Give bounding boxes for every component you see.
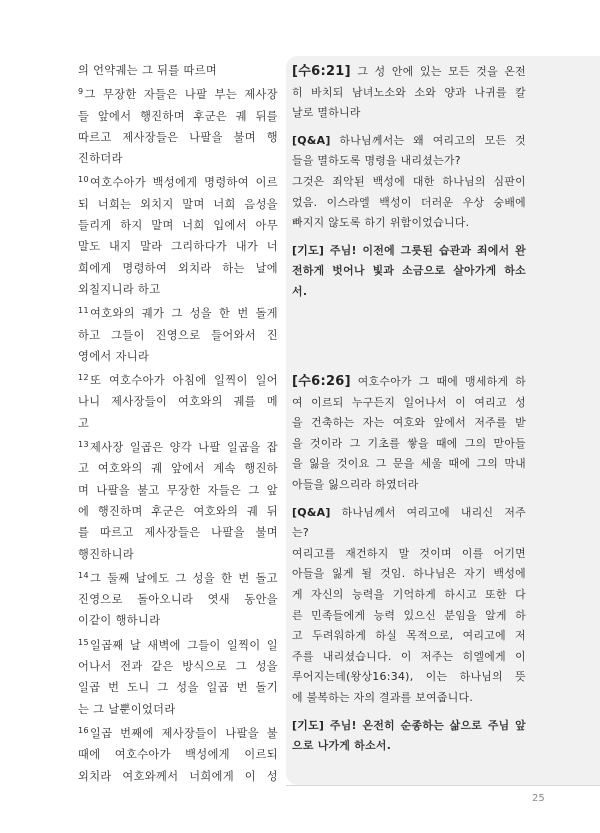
quote-line: 아들을 잃으리라 하였더라: [292, 477, 419, 491]
qa-answer-line: 그것은 죄악된 백성에 대한 하나님의 심판이: [292, 174, 526, 188]
prayer-label: [기도]: [292, 243, 325, 257]
quote-line: 을 것이라 그 기초를 쌓을 때에 그의 맏아들: [292, 436, 526, 450]
verse-line: 일곱 번 도니 그 성을 일곱 번 돌기: [78, 681, 278, 695]
verse-line: 들리게 하지 말며 너희 입에서 아무: [78, 219, 278, 233]
verse-quote: [292, 372, 526, 496]
footer-divider: [286, 785, 600, 786]
verse-line: 어나서 전과 같은 방식으로 그 성을: [78, 660, 278, 674]
verse-16: [78, 720, 278, 787]
commentary-6-26: [292, 372, 526, 764]
verse-reference: [수6:21]: [292, 64, 351, 79]
verse-line: 진하더라: [78, 152, 123, 166]
quote-line: 그 성 안에 있는 모든 것을 온전: [350, 65, 526, 78]
qa-answer-line: 었음. 이스라엘 백성이 더러운 우상 숭배에: [292, 195, 526, 209]
verse-line: 그 무장한 자들은 나팔 부는 제사장: [84, 88, 278, 102]
qa-answer-line: 아들을 잃게 될 것임. 하나님은 자기 백성에: [292, 567, 526, 581]
verse-number: 13: [78, 440, 89, 450]
prayer-line: 으로 나가게 하소서.: [292, 739, 392, 753]
qa-answer-line: 에 불복하는 자의 결과를 보여줍니다.: [292, 690, 474, 704]
verse-line: 일곱 번째에 제사장들이 나팔을 불: [89, 726, 278, 740]
prayer-line: 주님! 온전히 순종하는 삶으로 주님 앞: [324, 718, 526, 732]
verse-10: [78, 169, 278, 300]
qa-label: [Q&A]: [292, 133, 331, 147]
verse-line: 되 너희는 외치지 말며 너희 음성을: [78, 197, 278, 211]
quote-line: 여 이르되 누구든지 일어나서 이 여리고 성: [292, 395, 526, 409]
qa-section: [292, 503, 526, 709]
quote-line: 여호수아가 그 때에 맹세하게 하: [350, 375, 526, 388]
verse-line: 고: [78, 416, 90, 430]
verse-line: 에 행진하며 후군은 여호와의 궤 뒤: [78, 504, 278, 518]
prayer-section: [292, 716, 526, 757]
qa-question-line: 들을 멸하도록 명령을 내리셨는가?: [292, 154, 461, 168]
verse-line: 나니 제사장들이 여호와의 궤를 메: [78, 395, 278, 409]
prayer-section: [292, 241, 526, 303]
verse-line: 말도 내지 말라 그리하다가 내가 너: [78, 240, 278, 254]
verse-8-tail: [78, 60, 278, 81]
qa-answer-line: 주를 내리셨습니다. 이 저주는 히엘에게 이: [292, 649, 526, 663]
verse-11: [78, 300, 278, 367]
verse-number: 12: [78, 373, 89, 383]
verse-number: 9: [78, 87, 84, 97]
qa-question-line: 는?: [292, 526, 309, 540]
verse-line: 고 여호와의 궤 앞에서 계속 행진하: [78, 462, 278, 476]
quote-line: 을 건축하는 자는 여호와 앞에서 저주를 받: [292, 416, 526, 430]
verse-line: 이같이 행하니라: [78, 614, 161, 628]
qa-answer-line: 게 자신의 능력을 기억하게 하시고 또한 다: [292, 587, 526, 601]
verse-line: 희에게 명령하여 외치라 하는 날에: [78, 261, 278, 275]
verse-line: 그 둘째 날에도 그 성을 한 번 돌고: [89, 571, 278, 585]
qa-answer-line: 른 민족들에게 능력 있으신 분임을 알게 하: [292, 608, 526, 622]
qa-question-line: 하나님께서 여리고에 내리신 저주: [330, 505, 526, 519]
verse-number: 14: [78, 570, 89, 580]
verse-line: 여호수아가 백성에게 명령하여 이르: [89, 176, 278, 190]
commentary-6-21: [292, 62, 526, 310]
verse-line: 때에 여호수아가 백성에게 이르되: [78, 748, 278, 762]
verse-line: 외칠지니라 하고: [78, 282, 161, 296]
verse-line: 일곱째 날 새벽에 그들이 일찍이 일: [89, 638, 278, 652]
qa-label: [Q&A]: [292, 505, 331, 519]
verse-line: 하고 그들이 진영으로 들어와서 진: [78, 328, 278, 342]
verse-line: 행진하니라: [78, 547, 135, 561]
qa-answer-line: 빠지지 않도록 하기 위함이었습니다.: [292, 216, 470, 230]
qa-answer-line: 루어지는데(왕상16:34), 이는 하나님의 뜻: [292, 670, 526, 684]
verse-line: 제사장 일곱은 양각 나팔 일곱을 잡: [89, 441, 278, 455]
verse-line: 를 따르고 제사장들은 나팔을 불며: [78, 526, 278, 540]
verse-9: [78, 81, 278, 169]
verse-number: 16: [78, 725, 89, 735]
verse-15: [78, 632, 278, 720]
verse-line: 외치라 여호와께서 너희에게 이 성: [78, 769, 278, 783]
prayer-label: [기도]: [292, 718, 325, 732]
verse-line: 영에서 자니라: [78, 349, 150, 363]
verse-line: 또 여호수아가 아침에 일찍이 일어: [89, 374, 278, 388]
prayer-line: 전하게 벗어나 빛과 소금으로 살아가게 하소: [292, 264, 526, 278]
prayer-line: 주님! 이전에 그릇된 습관과 죄에서 완: [324, 243, 526, 257]
qa-answer-line: 여리고를 재건하지 말 것이며 이를 어기면: [292, 546, 526, 560]
scripture-column: [78, 60, 278, 787]
quote-line: 날로 멸하니라: [292, 106, 361, 120]
verse-line: 는 그 날뿐이었더라: [78, 702, 176, 716]
verse-line: 의 언약궤는 그 뒤를 따르며: [78, 64, 218, 77]
verse-number: 15: [78, 637, 89, 647]
page-number: 25: [532, 793, 545, 804]
qa-answer-line: 고 두려워하게 하실 목적으로, 여리고에 저: [292, 629, 526, 643]
verse-13: [78, 434, 278, 565]
prayer-line: 서.: [292, 284, 308, 298]
qa-section: [292, 131, 526, 234]
verse-line: 여호와의 궤가 그 성을 한 번 돌게: [89, 307, 278, 321]
quote-line: 을 잃을 것이요 그 문을 세울 때에 그의 막내: [292, 457, 526, 471]
verse-number: 11: [78, 306, 89, 316]
verse-12: [78, 367, 278, 434]
verse-line: 들 앞에서 행진하며 후군은 궤 뒤를: [78, 109, 278, 123]
verse-14: [78, 565, 278, 632]
verse-line: 따르고 제사장들은 나팔을 불며 행: [78, 130, 278, 144]
verse-number: 10: [78, 175, 89, 185]
verse-quote: [292, 62, 526, 124]
verse-line: 며 나팔을 불고 무장한 자들은 그 앞: [78, 483, 278, 497]
verse-line: 진영으로 돌아오니라 엿새 동안을: [78, 593, 278, 607]
qa-question-line: 하나님께서는 왜 여리고의 모든 것: [330, 133, 526, 147]
verse-reference: [수6:26]: [292, 374, 351, 389]
quote-line: 히 바치되 남녀노소와 소와 양과 나귀를 칼: [292, 85, 526, 99]
